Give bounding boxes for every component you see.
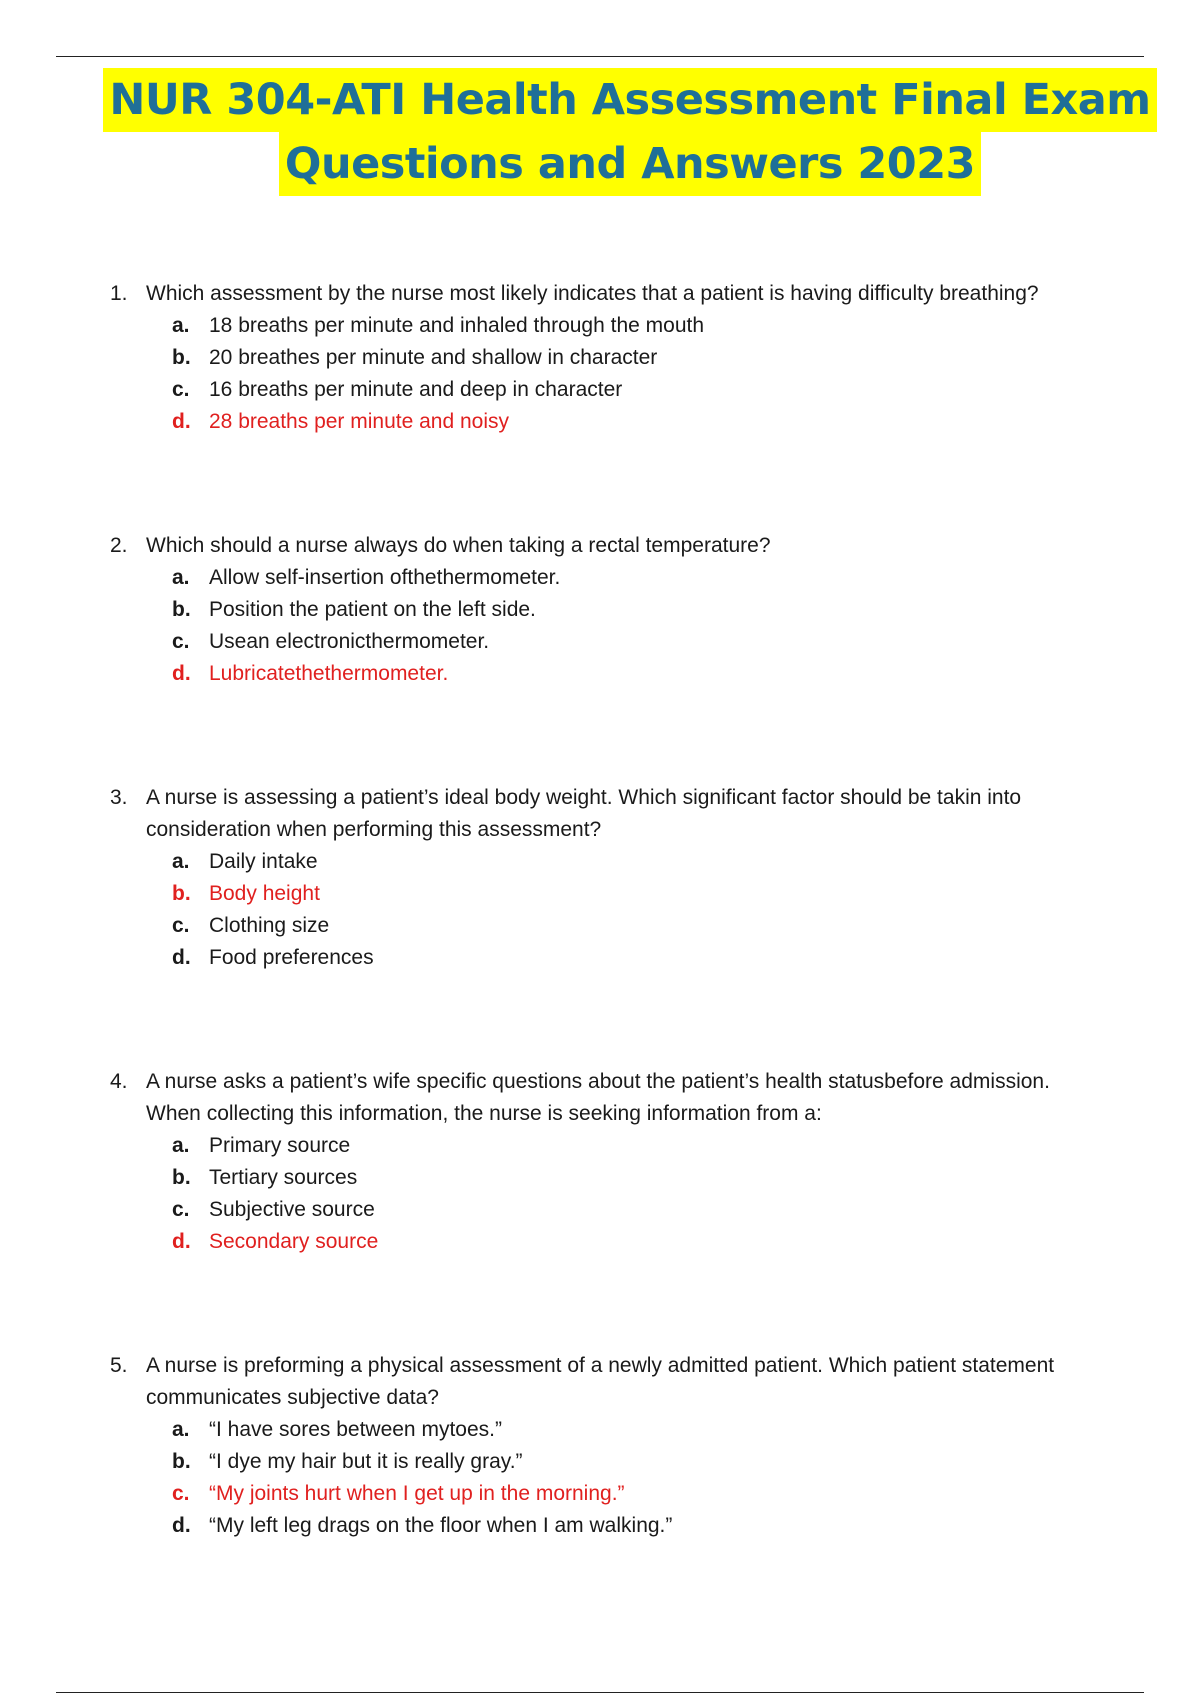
question-3-options [110,846,1110,974]
option-text: Allow self-insertion ofthethermometer. [209,566,561,589]
option-letter: b. [172,1166,191,1189]
option-text: 18 breaths per minute and inhaled through the mouth [209,314,705,337]
question-1 [110,278,1110,438]
option-text: “My left leg drags on the floor when I am walking.” [209,1514,673,1537]
title-line-2: Questions and Answers 2023 [279,132,981,196]
question-1-number: 1. [110,282,128,305]
option-text: Clothing size [209,914,330,937]
question-1-option-c [110,374,1110,406]
bottom-rule [56,1692,1144,1693]
option-letter: d. [172,410,191,433]
option-letter: a. [172,1134,190,1157]
question-4-stem [110,1066,1110,1130]
question-3-number: 3. [110,786,128,809]
question-3-option-a [110,846,1110,878]
option-text: Tertiary sources [209,1166,358,1189]
question-3-stem [110,782,1110,846]
question-4-text-line-1: A nurse asks a patient’s wife specific questions about the patient’s health statusbefore admission. [146,1070,1050,1093]
question-4-number: 4. [110,1070,128,1093]
option-text: 20 breathes per minute and shallow in character [209,346,658,369]
question-2 [110,530,1110,690]
option-letter: d. [172,946,191,969]
option-letter: a. [172,1418,190,1441]
question-2-number: 2. [110,534,128,557]
question-1-text: Which assessment by the nurse most likely indicates that a patient is having difficulty breathing? [146,282,1039,305]
option-letter: d. [172,1514,191,1537]
option-letter: b. [172,598,191,621]
top-rule [56,56,1144,57]
option-text: Usean electronicthermometer. [209,630,490,653]
option-letter: c. [172,914,190,937]
question-3-option-b-correct [110,878,1110,910]
question-5-option-b [110,1446,1110,1478]
question-2-option-d-correct [110,658,1110,690]
option-text: “I have sores between mytoes.” [209,1418,502,1441]
question-4-text-line-2: When collecting this information, the nurse is seeking information from a: [146,1102,822,1125]
question-3 [110,782,1110,974]
option-text: Position the patient on the left side. [209,598,536,621]
question-4-options [110,1130,1110,1258]
option-letter: c. [172,1482,190,1505]
option-letter: c. [172,378,190,401]
question-1-option-a [110,310,1110,342]
option-letter: d. [172,1230,191,1253]
option-letter: b. [172,1450,191,1473]
question-4 [110,1066,1110,1258]
option-text: Secondary source [209,1230,379,1253]
option-text: Body height [209,882,320,905]
question-1-stem [110,278,1110,310]
option-letter: b. [172,346,191,369]
question-4-option-d-correct [110,1226,1110,1258]
question-2-stem [110,530,1110,562]
title-line-1: NUR 304-ATI Health Assessment Final Exam [103,68,1156,132]
option-letter: b. [172,882,191,905]
option-text: Daily intake [209,850,318,873]
question-3-text-line-2: consideration when performing this assessment? [146,818,602,841]
question-2-option-a [110,562,1110,594]
option-text: “I dye my hair but it is really gray.” [209,1450,523,1473]
option-text: “My joints hurt when I get up in the morning.” [209,1482,625,1505]
option-text: 28 breaths per minute and noisy [209,410,510,433]
question-2-options [110,562,1110,690]
question-5-option-a [110,1414,1110,1446]
question-4-option-b [110,1162,1110,1194]
question-5-stem [110,1350,1110,1414]
question-5-options [110,1414,1110,1542]
option-letter: a. [172,314,190,337]
question-3-option-c [110,910,1110,942]
option-text: Lubricatethethermometer. [209,662,449,685]
question-5-number: 5. [110,1354,128,1377]
question-5-text-line-1: A nurse is preforming a physical assessment of a newly admitted patient. Which patient statement [146,1354,1055,1377]
option-letter: c. [172,1198,190,1221]
option-text: 16 breaths per minute and deep in character [209,378,623,401]
option-letter: a. [172,566,190,589]
question-2-option-c [110,626,1110,658]
question-5-option-d [110,1510,1110,1542]
question-5 [110,1350,1110,1542]
question-1-option-d-correct [110,406,1110,438]
question-4-option-a [110,1130,1110,1162]
question-5-text-line-2: communicates subjective data? [146,1386,439,1409]
question-5-option-c-correct [110,1478,1110,1510]
question-2-text: Which should a nurse always do when taking a rectal temperature? [146,534,771,557]
option-text: Subjective source [209,1198,375,1221]
question-list [110,278,1110,1542]
question-3-option-d [110,942,1110,974]
question-1-options [110,310,1110,438]
option-letter: c. [172,630,190,653]
option-text: Primary source [209,1134,351,1157]
document-title [60,68,1200,196]
question-4-option-c [110,1194,1110,1226]
question-1-option-b [110,342,1110,374]
option-text: Food preferences [209,946,374,969]
option-letter: d. [172,662,191,685]
question-2-option-b [110,594,1110,626]
question-3-text-line-1: A nurse is assessing a patient’s ideal body weight. Which significant factor should be takin into [146,786,1022,809]
option-letter: a. [172,850,190,873]
